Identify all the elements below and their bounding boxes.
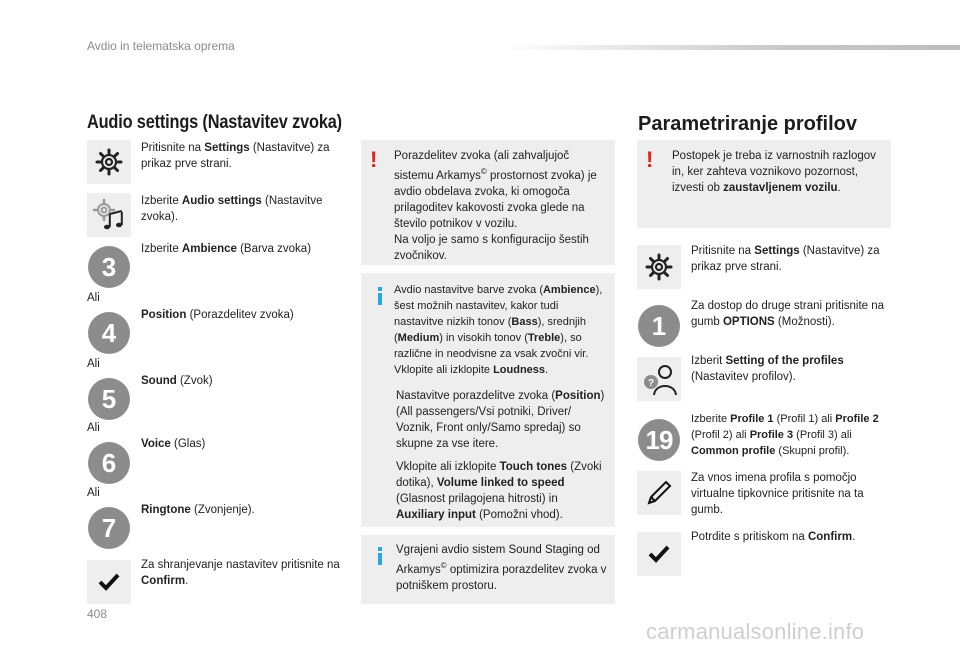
sound-distribution-warning-text: Porazdelitev zvoka (ali zahvaljujoč sistemu Arkamys© prostornost zvoka) je avdio obdelava zvoka, ki omogoča prilagoditev kakovosti zvoka glede na število potnikov v vozilu. Na voljo je samo s konfiguracijo šestih zvočnikov.: [394, 150, 597, 262]
step-4-number: 4: [87, 311, 131, 355]
left-step-7-text: Ringtone (Zvonjenje).: [141, 504, 255, 516]
profile-icon: [637, 357, 681, 401]
step-3-number: 3: [87, 245, 131, 289]
ambience-info-text: Avdio nastavitve barve zvoka (Ambience), šest možnih nastavitev, kakor tudi nastavitve nizkih tonov (Bass), srednjih (Medium) in visokih tonov (Treble), so različne in neodvisne za vsak zvočni vir. Vklopite ali izklopite Loudness.: [394, 284, 603, 376]
or-label: Ali: [87, 358, 100, 370]
gear-icon: [87, 140, 131, 184]
page-number: 408: [87, 607, 108, 621]
running-header: Avdio in telematska oprema: [87, 39, 235, 53]
left-step-8-text: Za shranjevanje nastavitev pritisnite na Confirm.: [141, 559, 340, 587]
right-step-6-text: Potrdite s pritiskom na Confirm.: [691, 531, 856, 543]
profiles-warning-text: Postopek je treba iz varnostnih razlogov in, ker zahteva voznikovo pozornost, izvesti ob zaustavljenem vozilu.: [672, 150, 876, 194]
gear-icon: [637, 245, 681, 289]
right-step-5-text: Za vnos imena profila s pomočjo virtualne tipkovnice pritisnite na ta gumb.: [691, 472, 864, 516]
position-info-text: Nastavitve porazdelitve zvoka (Position) (All passengers/Vsi potniki, Driver/ Voznik, Front only/Samo spredaj) so skupne za vse itere.: [396, 390, 605, 450]
touch-tones-info-text: Vklopite ali izklopite Touch tones (Zvoki dotika), Volume linked to speed (Glasnost prilagojena hitrosti) in Auxiliary input (Pomožni vhod).: [396, 461, 602, 521]
left-step-3-text: Izberite Ambience (Barva zvoka): [141, 243, 312, 255]
step-6-number: 6: [87, 441, 131, 485]
step-5-number: 5: [87, 377, 131, 421]
sound-staging-info-panel: [361, 535, 615, 604]
right-step-4-text: Izberite Profile 1 (Profil 1) ali Profile 2 (Profil 2) ali Profile 3 (Profil 3) ali Common profile (Skupni profil).: [691, 413, 879, 457]
right-step-1-text: Pritisnite na Settings (Nastavitve) za prikaz prve strani.: [691, 245, 880, 273]
step-1-number: 1: [637, 304, 681, 348]
svg-text:?: ?: [647, 378, 655, 389]
step-19-number: 19: [637, 418, 681, 462]
left-step-2-text: Izberite Audio settings (Nastavitve zvoka).: [141, 195, 323, 223]
check-icon: [637, 532, 681, 576]
left-step-6-text: Voice (Glas): [141, 438, 206, 450]
info-icon-dot: [378, 547, 382, 551]
header-rule: [500, 45, 960, 50]
profiles-warning-panel: [637, 140, 891, 228]
check-icon: [87, 560, 131, 604]
warning-exclamation-icon: !: [646, 147, 654, 172]
right-step-2-text: Za dostop do druge strani pritisnite na gumb OPTIONS (Možnosti).: [691, 300, 885, 328]
warning-exclamation-icon: !: [370, 147, 378, 172]
left-step-4-text: Position (Porazdelitev zvoka): [141, 309, 294, 321]
step-7-number: 7: [87, 506, 131, 550]
or-label: Ali: [87, 292, 100, 304]
audio-info-panel: [361, 273, 615, 527]
or-label: Ali: [87, 422, 100, 434]
info-icon: [378, 553, 382, 565]
left-step-5-text: Sound (Zvok): [141, 375, 213, 387]
info-icon: [378, 293, 382, 305]
audio-settings-title: Audio settings (Nastavitev zvoka): [87, 112, 342, 133]
gear-music-icon: [87, 193, 131, 237]
right-step-3-text: Izberit Setting of the profiles (Nastavitev profilov).: [691, 355, 844, 383]
info-icon-dot: [378, 287, 382, 291]
left-step-1-text: Pritisnite na Settings (Nastavitve) za prikaz prve strani.: [141, 142, 330, 170]
sound-distribution-warning-panel: [361, 140, 615, 265]
watermark: carmanualsonline.info: [646, 619, 865, 644]
pencil-icon: [637, 471, 681, 515]
profiles-title: Parametriranje profilov: [638, 113, 857, 135]
sound-staging-info-text: Vgrajeni avdio sistem Sound Staging od Arkamys© optimizira porazdelitev zvoka v potniškem prostoru.: [396, 544, 607, 592]
or-label: Ali: [87, 487, 100, 499]
